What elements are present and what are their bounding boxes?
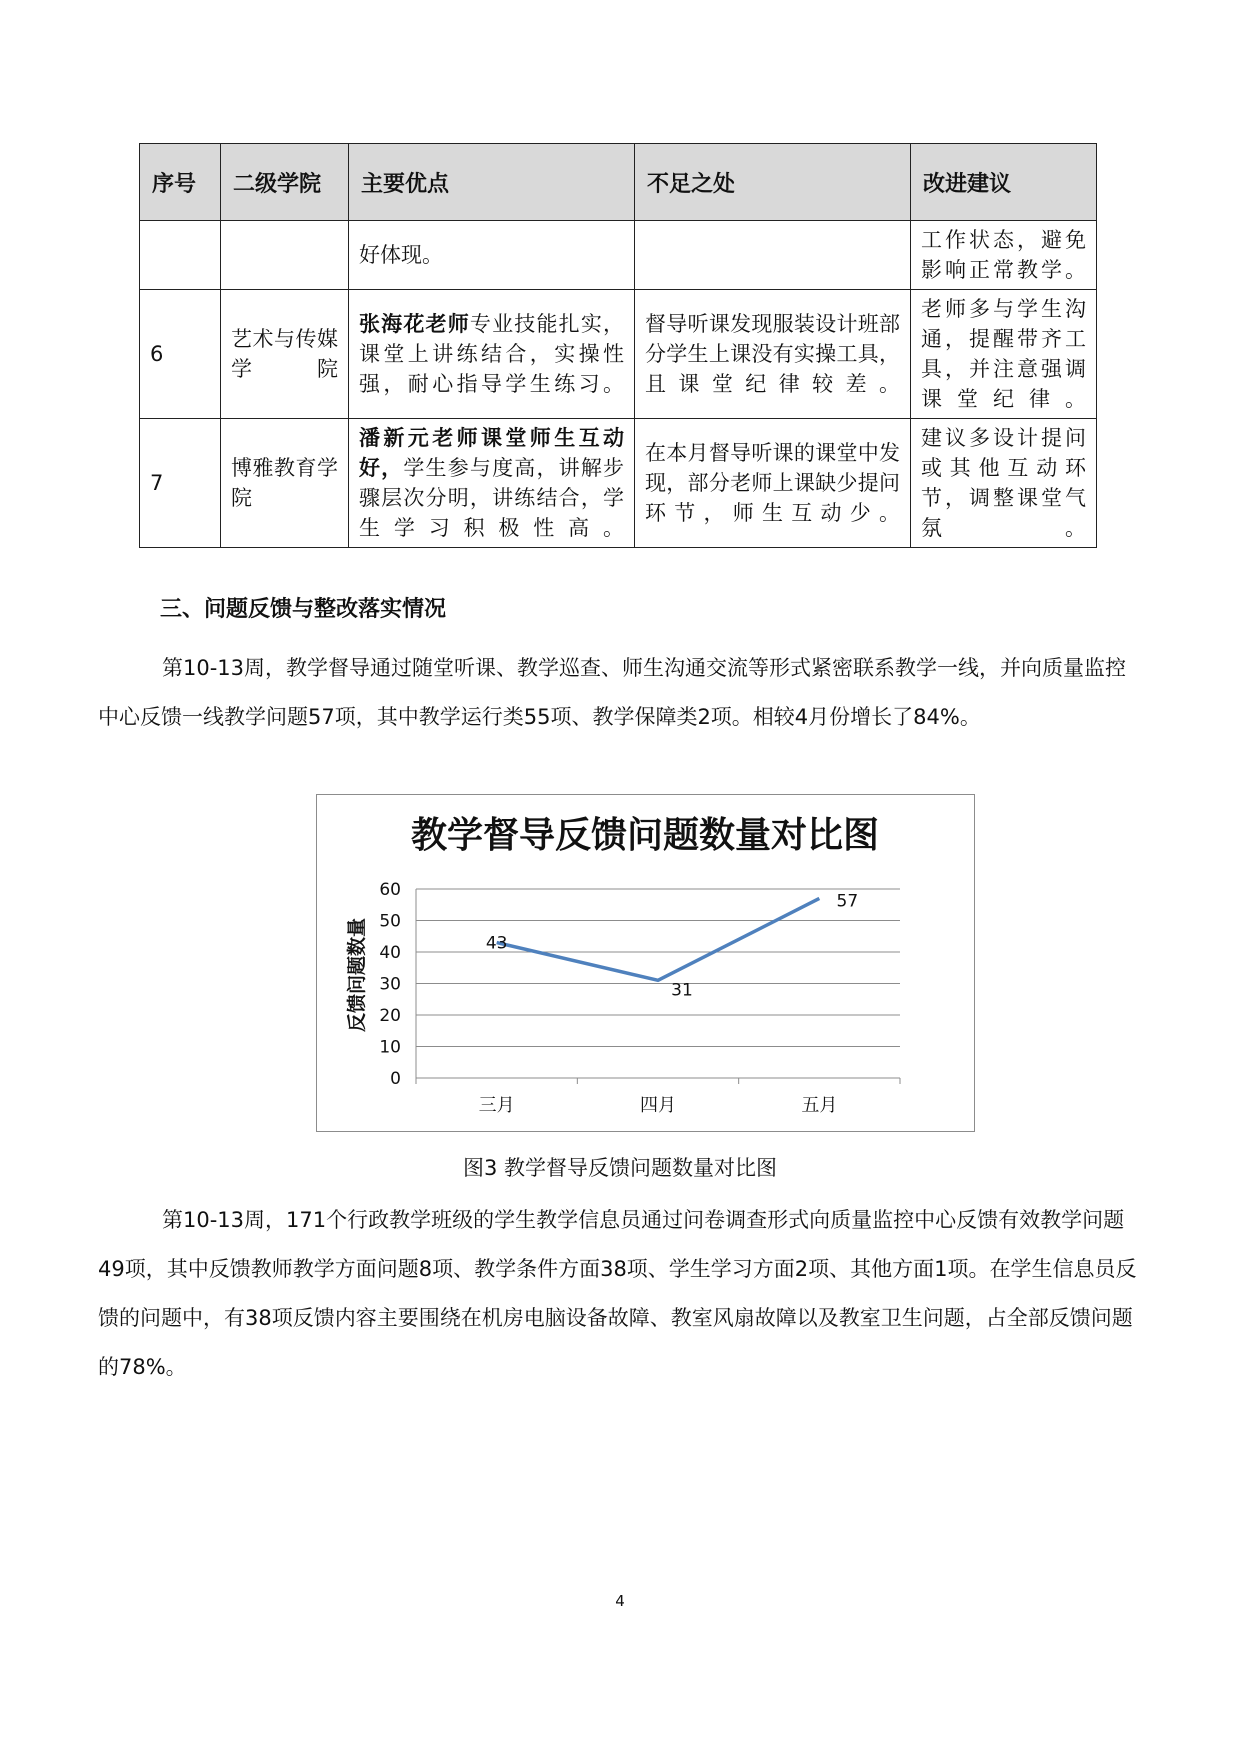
cell-shortcoming: 督导听课发现服装设计班部分学生上课没有实操工具，且课堂纪律较差。 (635, 290, 911, 419)
cell-advantage: 好体现。 (349, 221, 635, 290)
header-shortcoming: 不足之处 (635, 144, 911, 221)
x-tick-label: 五月 (801, 1095, 838, 1116)
cell-advantage (349, 419, 635, 548)
figure-caption: 图3 教学督导反馈问题数量对比图 (462, 1156, 778, 1180)
cell-college: 艺术与传媒学院 (221, 290, 349, 419)
cell-shortcoming: 在本月督导听课的课堂中发现，部分老师上课缺少提问环节，师生互动少。 (635, 419, 911, 548)
line-chart (317, 795, 974, 1131)
table-row (140, 290, 1097, 419)
page-number: 4 (615, 1592, 625, 1610)
section-heading: 三、问题反馈与整改落实情况 (160, 597, 447, 622)
header-suggestion: 改进建议 (911, 144, 1097, 221)
paragraph-student-feedback: 第10-13周，171个行政教学班级的学生教学信息员通过问卷调查形式向质量监控中心反馈有效教学问题49项，其中反馈教师教学方面问题8项、教学条件方面38项、学生学习方面2项、其他方面1项。在学生信息员反馈的问题中，有38项反馈内容主要围绕在机房电脑设备故障、教室风扇故障以及教室卫生问题，占全部反馈问题的78%。 (98, 1208, 1137, 1379)
y-tick-label: 40 (379, 943, 401, 963)
data-label: 31 (671, 980, 693, 1001)
chart-container (316, 794, 975, 1132)
y-axis-label: 反馈问题数量 (346, 917, 368, 1033)
series-line (497, 898, 820, 980)
chart-title: 教学督导反馈问题数量对比图 (410, 815, 880, 856)
x-tick-label: 四月 (640, 1095, 676, 1116)
cell-advantage (349, 290, 635, 419)
cell-no (140, 221, 221, 290)
table-header-row (140, 144, 1097, 221)
cell-no: 7 (140, 419, 221, 548)
cell-suggestion: 建议多设计提问或其他互动环节，调整课堂气氛。 (911, 419, 1097, 548)
header-no: 序号 (140, 144, 221, 221)
y-tick-label: 20 (379, 1006, 401, 1026)
y-tick-label: 0 (390, 1069, 401, 1089)
data-label: 57 (836, 891, 859, 912)
table-row (140, 221, 1097, 290)
y-tick-label: 30 (379, 974, 401, 995)
advantage-text: 专业技能扎实，课堂上讲练结合，实操性强，耐心指导学生练习。 (359, 312, 625, 396)
advantage-text: 学生参与度高，讲解步骤层次分明，讲练结合，学生学习积极性高。 (359, 456, 625, 540)
cell-suggestion: 工作状态，避免影响正常教学。 (911, 221, 1097, 290)
data-label: 43 (485, 933, 508, 954)
cell-suggestion: 老师多与学生沟通，提醒带齐工具，并注意强调课堂纪律。 (911, 290, 1097, 419)
teacher-name: 潘新元老师课堂师生互动好， (359, 426, 624, 480)
cell-college: 博雅教育学院 (221, 419, 349, 548)
teacher-name: 张海花老师 (359, 312, 470, 336)
x-tick-label: 三月 (478, 1095, 515, 1116)
y-tick-label: 60 (379, 880, 401, 900)
cell-shortcoming (635, 221, 911, 290)
paragraph-feedback: 第10-13周，教学督导通过随堂听课、教学巡查、师生沟通交流等形式紧密联系教学一线，并向质量监控中心反馈一线教学问题57项，其中教学运行类55项、教学保障类2项。相较4月份增长了84%。 (98, 656, 1127, 729)
y-tick-label: 50 (379, 911, 401, 932)
cell-no: 6 (140, 290, 221, 419)
header-advantage: 主要优点 (349, 144, 635, 221)
review-table (139, 143, 1097, 548)
header-college: 二级学院 (221, 144, 349, 221)
cell-college (221, 221, 349, 290)
table-row (140, 419, 1097, 548)
y-tick-label: 10 (379, 1037, 401, 1058)
